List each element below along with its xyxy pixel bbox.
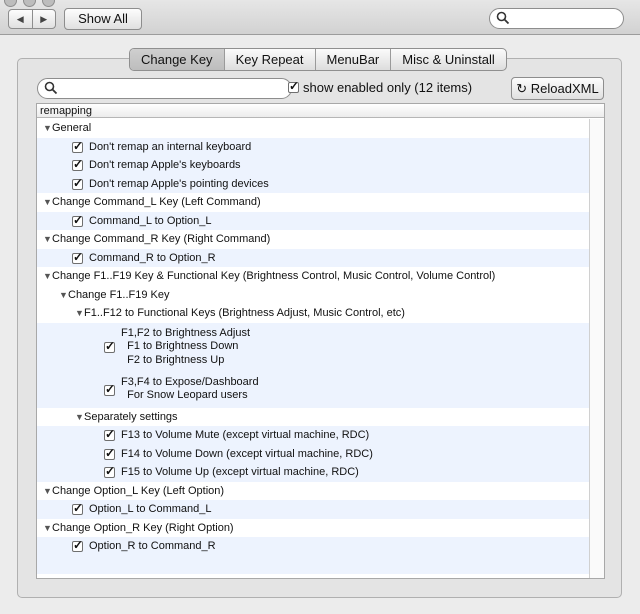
outline-group-row[interactable] [37,482,589,501]
reload-icon: ↻ [516,81,528,96]
group-label: Change Option_L Key (Left Option) [52,484,225,497]
remap-checkbox[interactable] [72,504,83,515]
group-label: Change Command_L Key (Left Command) [52,196,261,208]
disclosure-triangle-icon[interactable]: ▼ [59,289,68,300]
group-label: Separately settings [84,410,178,423]
remap-item-label: Don't remap an internal keyboard [89,140,252,153]
group-content [43,196,261,208]
remap-item-line: F1,F2 to Brightness Adjust [121,326,251,339]
remap-checkbox[interactable] [104,385,115,396]
outline-item-row[interactable] [37,372,589,408]
outline-group-row[interactable] [37,119,589,138]
outline-item-row[interactable] [37,138,589,157]
empty-row [37,574,589,580]
outline-group-row[interactable] [37,519,589,538]
disclosure-triangle-icon[interactable]: ▼ [43,234,52,244]
group-content [43,270,495,282]
outline-group-row[interactable] [37,267,589,286]
remapping-outline-table [36,103,605,579]
remapping-rows [37,119,589,579]
remap-checkbox[interactable] [104,342,115,353]
outline-item-row[interactable] [37,537,589,556]
forward-arrow-icon: ▶ [40,13,48,24]
group-content [75,411,178,423]
disclosure-triangle-icon[interactable]: ▼ [43,123,52,133]
disclosure-triangle-icon[interactable]: ▼ [43,197,52,207]
outline-item-row[interactable] [37,249,589,268]
remap-item-line: F3,F4 to Expose/Dashboard [121,375,259,388]
back-forward-control [8,9,56,29]
reload-xml-button[interactable] [511,77,604,100]
group-content [43,122,91,134]
zoom-window-button[interactable] [42,0,55,7]
remap-item-label: Command_L to Option_L [89,214,212,227]
remap-checkbox[interactable] [72,541,83,552]
minimize-window-button[interactable] [23,0,36,7]
remap-item-line: F1 to Brightness Down [121,340,239,352]
disclosure-triangle-icon[interactable]: ▼ [75,308,84,318]
outline-group-row[interactable] [37,193,589,212]
search-icon [44,81,58,95]
disclosure-triangle-icon[interactable]: ▼ [75,411,84,422]
group-label: General [52,122,92,134]
outline-item-row[interactable] [37,463,589,482]
disclosure-triangle-icon[interactable]: ▼ [43,522,52,533]
close-window-button[interactable] [4,0,17,7]
remap-item-label: Don't remap Apple's keyboards [89,159,241,171]
group-content [75,307,405,319]
remap-checkbox[interactable] [72,160,83,171]
group-label: F1..F12 to Functional Keys (Brightness Adjust, Music Control, etc) [84,307,405,319]
remap-checkbox[interactable] [104,449,115,460]
outline-group-row[interactable] [37,286,589,305]
remap-item-label: F14 to Volume Down (except virtual machine, RDC) [121,447,373,460]
outline-item-row[interactable] [37,175,589,194]
group-label: Change F1..F19 Key [68,288,170,301]
group-label: Change Command_R Key (Right Command) [52,233,271,245]
outline-group-row[interactable] [37,230,589,249]
tab-misc-uninstall[interactable]: Misc & Uninstall [390,49,505,70]
remap-checkbox[interactable] [104,467,115,478]
preferences-search-field[interactable] [489,8,624,29]
group-content [59,289,170,301]
group-content [43,233,270,245]
show-enabled-label: show enabled only (12 items) [303,80,473,95]
empty-row [37,556,589,574]
outline-item-row[interactable] [37,323,589,372]
outline-item-row[interactable] [37,445,589,464]
remap-item-label: F15 to Volume Up (except virtual machine, RDC) [121,466,359,478]
remap-item-label [121,376,259,403]
group-label: Change F1..F19 Key & Functional Key (Brightness Control, Music Control, Volume Control) [52,270,496,282]
show-enabled-only-option[interactable] [288,80,472,95]
remap-checkbox[interactable] [72,179,83,190]
tab-change-key[interactable]: Change Key [130,49,224,70]
outline-item-row[interactable] [37,212,589,231]
disclosure-triangle-icon[interactable]: ▼ [43,485,52,496]
tab-menubar[interactable]: MenuBar [315,49,391,70]
remap-item-label: Command_R to Option_R [89,251,216,264]
outline-group-row[interactable] [37,408,589,427]
remap-checkbox[interactable] [72,142,83,153]
remap-checkbox[interactable] [72,216,83,227]
remap-item-label: Don't remap Apple's pointing devices [89,177,269,190]
search-icon [496,11,510,25]
remap-checkbox[interactable] [104,430,115,441]
column-header-remapping[interactable]: remapping [37,104,604,118]
tab-bar [129,48,507,71]
window-toolbar [0,0,640,35]
outline-group-row[interactable] [37,304,589,323]
group-content [43,522,234,534]
remap-item-label [121,327,250,368]
tab-key-repeat[interactable]: Key Repeat [224,49,315,70]
remapping-search-field[interactable] [37,78,292,99]
back-button[interactable] [9,10,32,28]
remap-item-label: Option_R to Command_R [89,540,216,552]
window-controls [4,0,61,2]
remap-checkbox[interactable] [72,253,83,264]
vertical-scrollbar[interactable] [589,119,604,578]
remap-item-line: F2 to Brightness Up [121,353,225,366]
remap-item-label: F13 to Volume Mute (except virtual machine, RDC) [121,429,370,441]
group-label: Change Option_R Key (Right Option) [52,521,234,534]
remap-item-label: Option_L to Command_L [89,503,212,515]
outline-item-row[interactable] [37,500,589,519]
reload-xml-label: ReloadXML [530,81,599,96]
show-enabled-checkbox[interactable] [288,82,299,93]
group-content [43,485,224,497]
show-all-button[interactable]: Show All [64,8,142,30]
back-arrow-icon: ◀ [16,13,24,24]
outline-item-row[interactable] [37,426,589,445]
forward-button[interactable] [32,10,56,28]
remap-item-line: For Snow Leopard users [121,389,248,401]
outline-item-row[interactable] [37,156,589,175]
disclosure-triangle-icon[interactable]: ▼ [43,271,52,281]
